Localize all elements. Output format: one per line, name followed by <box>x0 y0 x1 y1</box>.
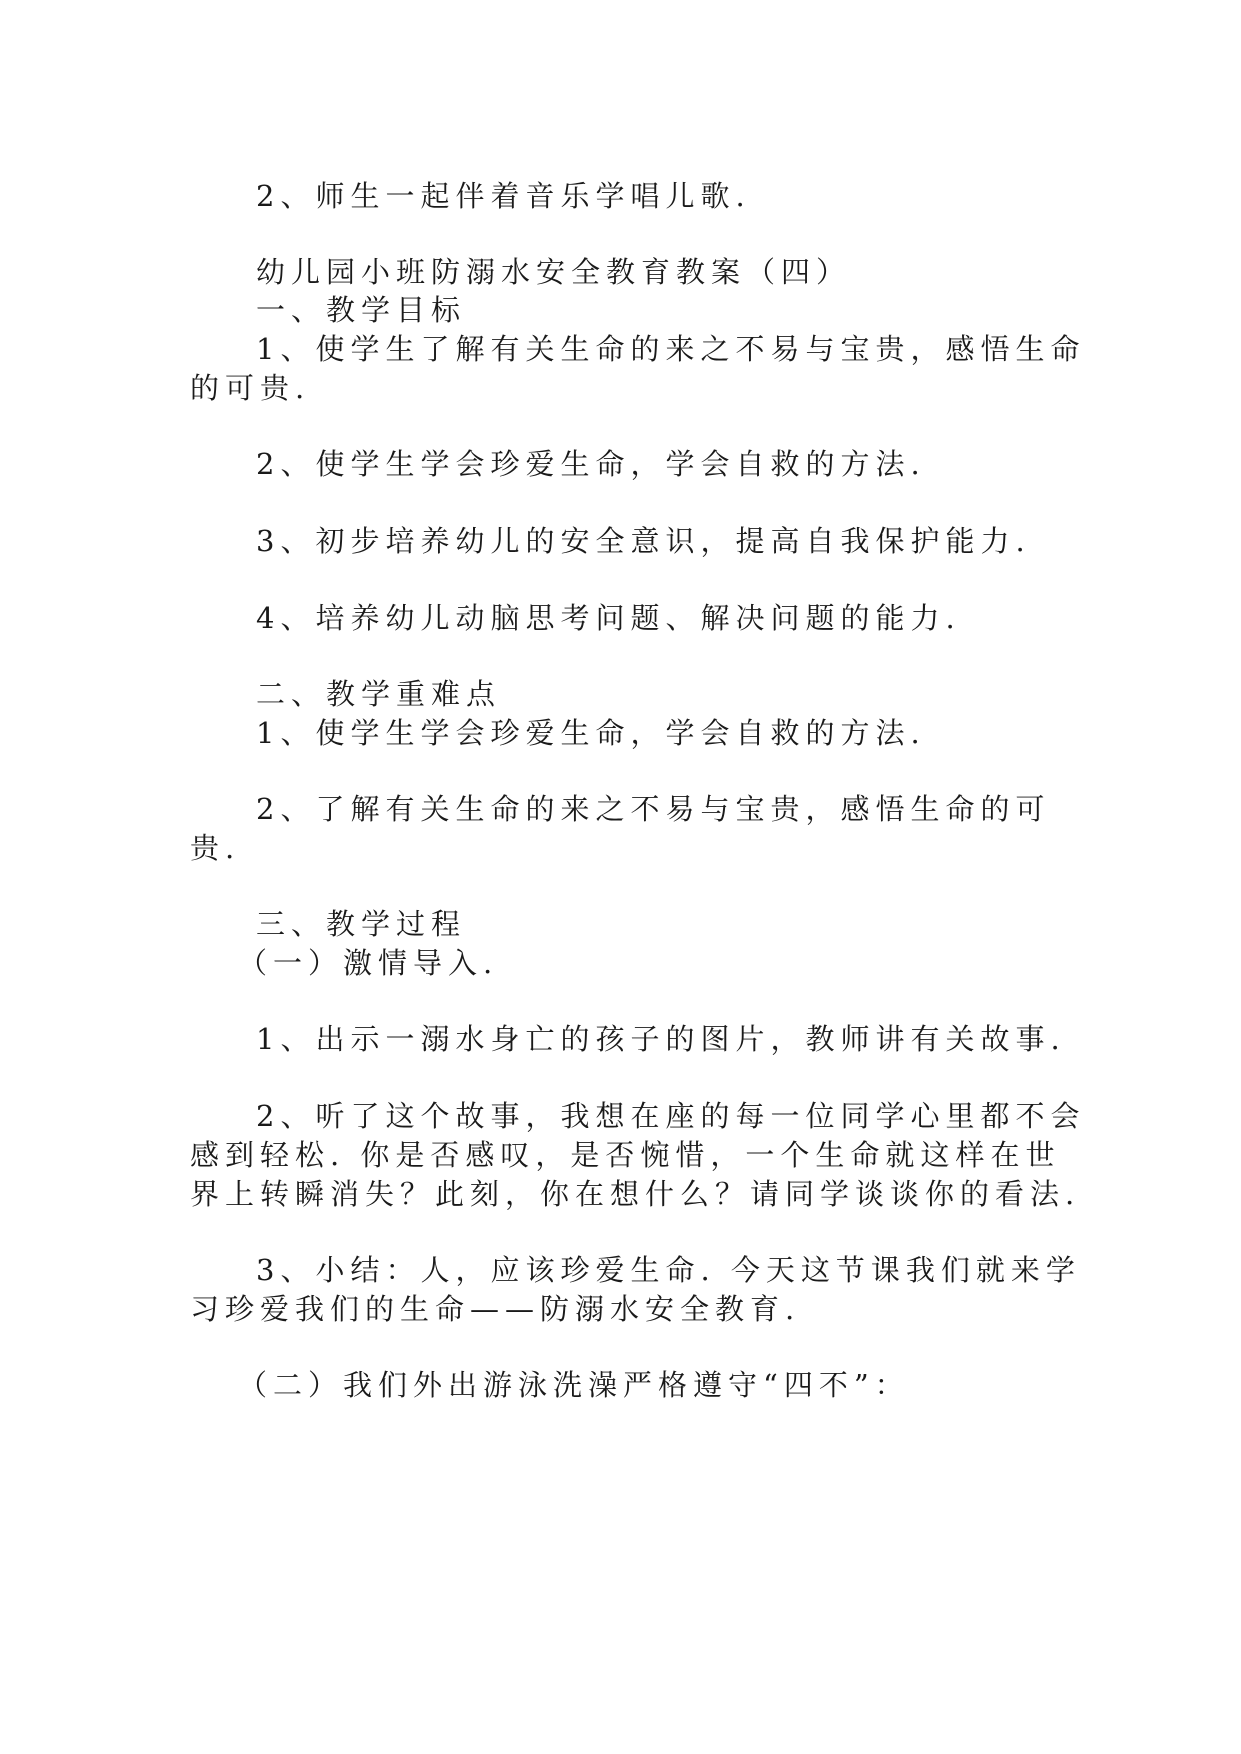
paragraph-line: 贵. <box>190 831 241 865</box>
paragraph-line: 2、师生一起伴着音乐学唱儿歌. <box>256 179 751 213</box>
paragraph-line: 界上转瞬消失？此刻，你在想什么？请同学谈谈你的看法. <box>190 1177 1081 1211</box>
paragraph-line: 2、了解有关生命的来之不易与宝贵，感悟生命的可 <box>256 792 1051 826</box>
subheading-intro: （一）激情导入. <box>238 946 499 980</box>
paragraph-line: 1、使学生了解有关生命的来之不易与宝贵，感悟生命 <box>256 332 1086 366</box>
heading-teaching-process: 三、教学过程 <box>256 907 467 941</box>
paragraph-line: 感到轻松. 你是否感叹，是否惋惜，一个生命就这样在世 <box>190 1138 1061 1172</box>
heading-teaching-objectives: 一、教学目标 <box>256 293 467 327</box>
heading-key-points: 二、教学重难点 <box>256 677 502 711</box>
paragraph-line: 2、使学生学会珍爱生命，学会自救的方法. <box>256 447 926 481</box>
paragraph-line: 3、小结：人，应该珍爱生命. 今天这节课我们就来学 <box>256 1253 1081 1287</box>
paragraph-line: 3、初步培养幼儿的安全意识，提高自我保护能力. <box>256 524 1031 558</box>
paragraph-line: 2、听了这个故事，我想在座的每一位同学心里都不会 <box>256 1099 1086 1133</box>
subheading-four-rules: （二）我们外出游泳洗澡严格遵守“四不”： <box>238 1368 910 1402</box>
paragraph-line: 的可贵. <box>190 371 311 405</box>
paragraph-line: 1、出示一溺水身亡的孩子的图片，教师讲有关故事. <box>256 1022 1066 1056</box>
paragraph-line: 1、使学生学会珍爱生命，学会自救的方法. <box>256 716 926 750</box>
section-title: 幼儿园小班防溺水安全教育教案（四） <box>256 255 852 289</box>
paragraph-line: 4、培养幼儿动脑思考问题、解决问题的能力. <box>256 601 961 635</box>
paragraph-line: 习珍爱我们的生命——防溺水安全教育. <box>190 1292 801 1326</box>
